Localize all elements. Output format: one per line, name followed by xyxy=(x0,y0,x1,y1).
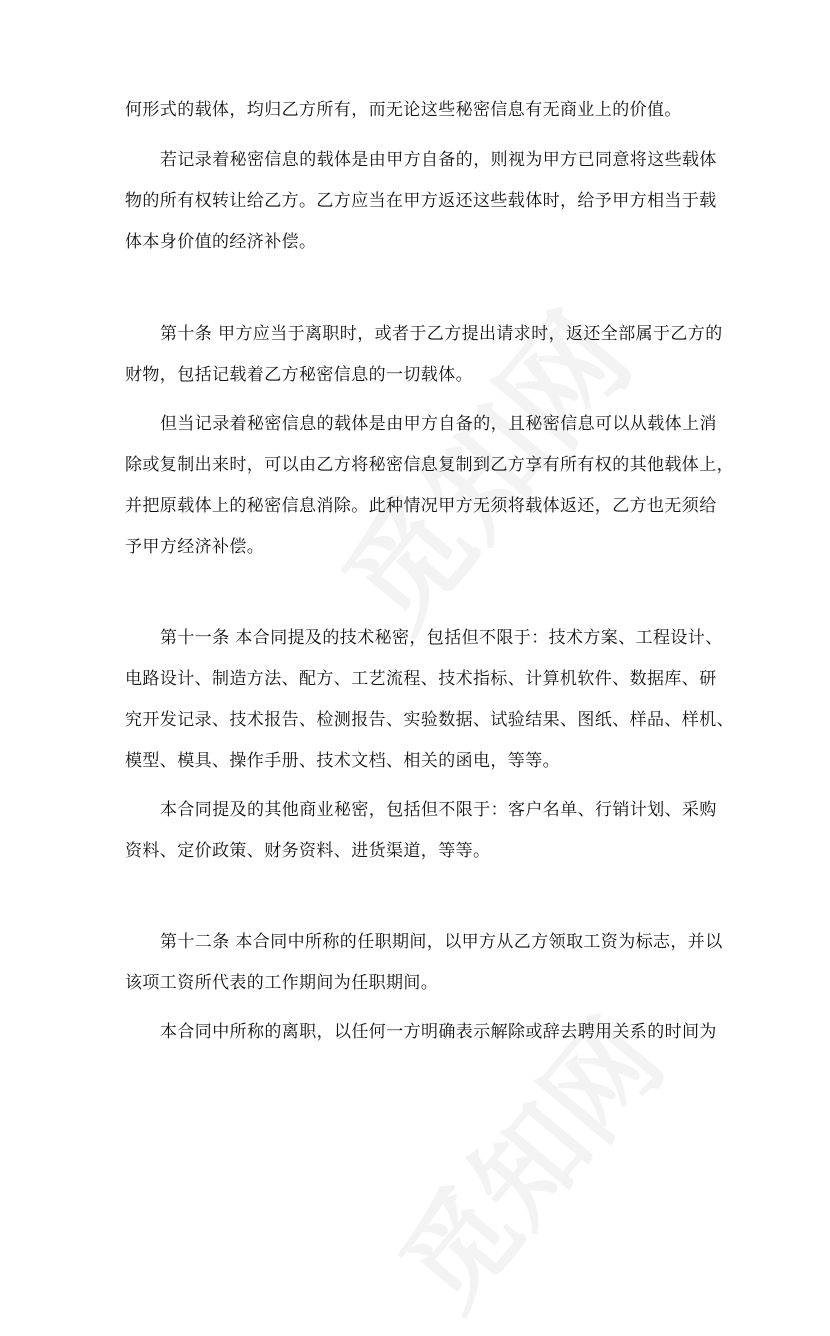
paragraph-line: 模型、模具、操作手册、技术文档、相关的函电，等等。 xyxy=(125,751,560,771)
paragraph-line: 电路设计、制造方法、配方、工艺流程、技术指标、计算机软件、数据库、研 xyxy=(125,669,717,689)
paragraph-line: 该项工资所代表的工作期间为任职期间。 xyxy=(125,973,439,993)
paragraph-line: 但当记录着秘密信息的载体是由甲方自备的，且秘密信息可以从载体上消 xyxy=(160,414,717,434)
paragraph-line: 财物，包括记载着乙方秘密信息的一切载体。 xyxy=(125,365,473,385)
paragraph-line: 本合同提及的其他商业秘密，包括但不限于：客户名单、行销计划、采购 xyxy=(160,800,717,820)
paragraph-line: 本合同中所称的离职，以任何一方明确表示解除或辞去聘用关系的时间为 xyxy=(160,1022,717,1042)
paragraph-line: 并把原载体上的秘密信息消除。此种情况甲方无须将载体返还，乙方也无须给 xyxy=(125,496,717,516)
article-11-heading-line: 第十一条 本合同提及的技术秘密，包括但不限于：技术方案、工程设计、 xyxy=(160,628,723,648)
paragraph-line: 究开发记录、技术报告、检测报告、实验数据、试验结果、图纸、样品、样机、 xyxy=(125,710,734,730)
paragraph-line: 除或复制出来时，可以由乙方将秘密信息复制到乙方享有所有权的其他载体上， xyxy=(125,455,734,475)
paragraph-line: 若记录着秘密信息的载体是由甲方自备的，则视为甲方已同意将这些载体 xyxy=(160,150,717,170)
paragraph-line: 体本身价值的经济补偿。 xyxy=(125,232,317,252)
paragraph-line: 何形式的载体，均归乙方所有，而无论这些秘密信息有无商业上的价值。 xyxy=(125,100,682,120)
article-12-heading-line: 第十二条 本合同中所称的任职期间，以甲方从乙方领取工资为标志，并以 xyxy=(160,932,723,952)
article-10-heading-line: 第十条 甲方应当于离职时，或者于乙方提出请求时，返还全部属于乙方的 xyxy=(160,324,723,344)
paragraph-line: 资料、定价政策、财务资料、进货渠道，等等。 xyxy=(125,841,491,861)
paragraph-line: 物的所有权转让给乙方。乙方应当在甲方返还这些载体时，给予甲方相当于载 xyxy=(125,191,717,211)
paragraph-line: 予甲方经济补偿。 xyxy=(125,537,265,557)
